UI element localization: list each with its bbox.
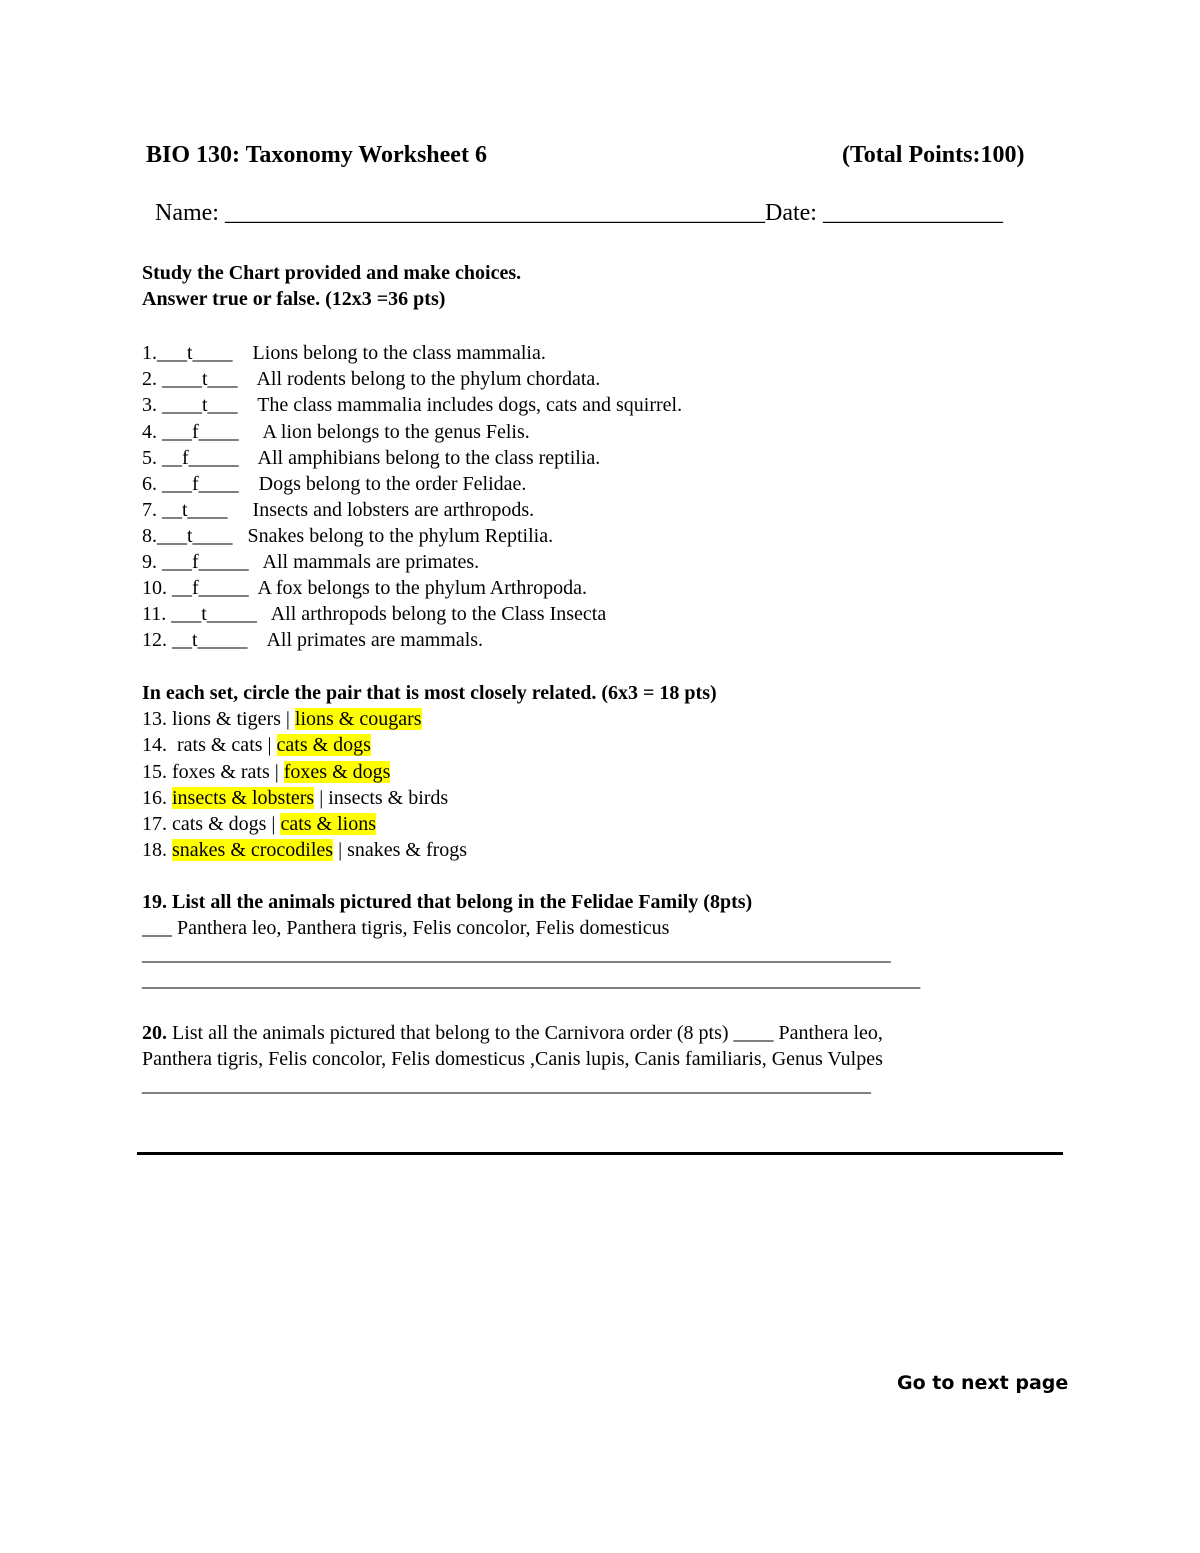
pair-item: [142, 811, 376, 837]
pair-highlight: foxes & dogs: [283, 761, 391, 783]
q19-text: List all the animals pictured that belong in the Felidae Family (8pts): [167, 891, 753, 913]
name-blank: _____________________________________________: [224, 200, 765, 226]
date-label: Date:: [764, 200, 817, 226]
date-blank: _______________: [822, 200, 1003, 226]
section2-heading: In each set, circle the pair that is most closely related. (6x3 = 18 pts): [142, 682, 717, 704]
pair-item: [142, 706, 422, 732]
pair-item: [142, 785, 448, 811]
name-date-line: [155, 200, 1003, 227]
pair-highlight: cats & lions: [280, 813, 376, 835]
q19-answer: ___ Panthera leo, Panthera tigris, Felis concolor, Felis domesticus: [142, 917, 670, 939]
pair-number: 15.: [142, 761, 167, 783]
tf-item: 7. __t____ Insects and lobsters are arthropods.: [142, 499, 535, 521]
q19-number: 19.: [142, 891, 167, 913]
tf-item: 10. __f_____ A fox belongs to the phylum Arthropoda.: [142, 577, 587, 599]
pair-item: [142, 837, 467, 863]
tf-item: 9. ___f_____ All mammals are primates.: [142, 551, 480, 573]
next-page-note: Go to next page: [897, 1372, 1069, 1394]
pair-highlight: lions & cougars: [294, 708, 422, 730]
tf-item: 1.___t____ Lions belong to the class mammalia.: [142, 342, 546, 364]
tf-item: 11. ___t_____ All arthropods belong to the Class Insecta: [142, 603, 607, 625]
pair-number: 17.: [142, 813, 167, 835]
pair-highlight: cats & dogs: [276, 734, 371, 756]
pair-item: [142, 732, 371, 758]
horizontal-rule: [137, 1152, 1063, 1155]
pair-text: foxes & rats |: [167, 761, 284, 783]
pair-highlight: insects & lobsters: [172, 787, 315, 809]
tf-item: 6. ___f____ Dogs belong to the order Felidae.: [142, 473, 527, 495]
q20-answer: Panthera tigris, Felis concolor, Felis domesticus ,Canis lupis, Canis familiaris, Genus Vulpes: [142, 1048, 883, 1070]
q19-blank: ____________________________________________________________________________: [142, 943, 891, 965]
name-label: Name:: [155, 200, 219, 226]
pair-number: 18.: [142, 839, 167, 861]
total-points: (Total Points:100): [842, 142, 1025, 168]
tf-item: 3. ____t___ The class mammalia includes dogs, cats and squirrel.: [142, 394, 683, 416]
pair-number: 13.: [142, 708, 167, 730]
tf-item: 12. __t_____ All primates are mammals.: [142, 629, 484, 651]
q19-blank: _______________________________________________________________________________: [142, 969, 921, 991]
pair-text: | snakes & frogs: [333, 839, 468, 861]
tf-item: 2. ____t___ All rodents belong to the phylum chordata.: [142, 368, 601, 390]
section1-subheading: Answer true or false. (12x3 =36 pts): [142, 288, 446, 310]
tf-item: 8.___t____ Snakes belong to the phylum Reptilia.: [142, 525, 554, 547]
tf-item: 5. __f_____ All amphibians belong to the class reptilia.: [142, 447, 601, 469]
q20-text: List all the animals pictured that belong to the Carnivora order (8 pts) ____ Panthera leo,: [167, 1022, 883, 1044]
pair-text: lions & tigers |: [167, 708, 295, 730]
tf-item: 4. ___f____ A lion belongs to the genus Felis.: [142, 421, 530, 443]
section1-heading: Study the Chart provided and make choices.: [142, 262, 522, 284]
q20-question: [142, 1020, 883, 1046]
q20-blank: __________________________________________________________________________: [142, 1074, 871, 1096]
pair-highlight: snakes & crocodiles: [172, 839, 334, 861]
q20-number: 20.: [142, 1022, 167, 1044]
pair-number: 14.: [142, 734, 167, 756]
q19-question: [142, 889, 752, 915]
pair-text: cats & dogs |: [167, 813, 281, 835]
pair-text: | insects & birds: [314, 787, 449, 809]
worksheet-title: BIO 130: Taxonomy Worksheet 6: [146, 142, 487, 168]
pair-text: rats & cats |: [167, 734, 277, 756]
pair-number: 16.: [142, 787, 167, 809]
pair-item: [142, 759, 390, 785]
